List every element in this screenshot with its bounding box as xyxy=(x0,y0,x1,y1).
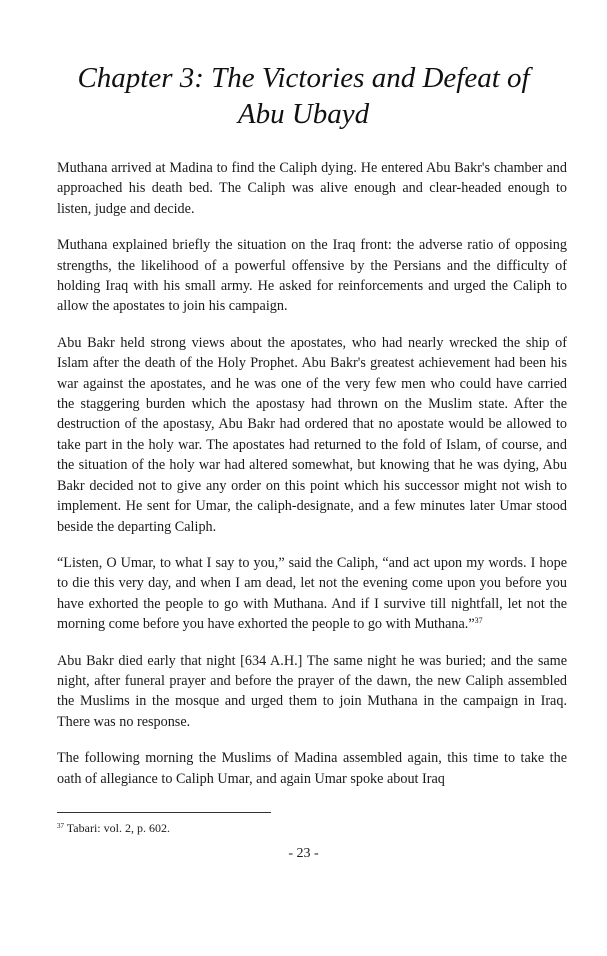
paragraph-following-morning: The following morning the Muslims of Madina assembled again, this time to take the oath of allegiance to Caliph Umar, and again Umar spoke about Iraq xyxy=(57,750,567,787)
quote-text: “Listen, O Umar, to what I say to you,” said the Caliph, “and act upon my words. I hope to die this very day, and when I am dead, let not the evening come upon you before you have exhorted the people to go with Muthana. And if I survive till nightfall, let not the morning come before you have exhorted the people to go with Muthana.” xyxy=(57,554,567,633)
chapter-title xyxy=(40,60,567,132)
paragraph-iraq-front: Muthana explained briefly the situation on the Iraq front: the adverse ratio of opposing strengths, the likelihood of a powerful offensive by the Persians and the difficulty of holding Iraq with his small army. He asked for reinforcements and urged the Caliph to allow the apostates to join his campaign. xyxy=(57,237,567,315)
footnote-number: 37 xyxy=(57,822,64,830)
footnote-reference[interactable]: 37 xyxy=(474,616,483,626)
footnote-divider xyxy=(57,812,271,813)
page-number: - 23 - xyxy=(288,846,319,861)
paragraph-abu-bakr-death: Abu Bakr died early that night [634 A.H.] The same night he was buried; and the same night, after funeral prayer and before the prayer of the dawn, the new Caliph assembled the Muslims in the mosque and urged them to join Muthana in the campaign in Iraq. There was no response. xyxy=(57,652,567,730)
chapter-title-line-1: Chapter 3: The Victories and Defeat of xyxy=(77,62,530,94)
body-text xyxy=(57,158,567,805)
footnote-text: Tabari: vol. 2, p. 602. xyxy=(66,821,170,835)
chapter-title-line-2: Abu Ubayd xyxy=(237,98,370,130)
footnote xyxy=(57,820,170,836)
paragraph-caliph-speech xyxy=(57,553,567,635)
paragraph-muthana-arrives: Muthana arrived at Madina to find the Caliph dying. He entered Abu Bakr's chamber and approached his death bed. The Caliph was alive enough and clear-headed enough to listen, judge and decide. xyxy=(57,160,567,217)
paragraph-apostates: Abu Bakr held strong views about the apostates, who had nearly wrecked the ship of Islam after the death of the Holy Prophet. Abu Bakr's greatest achievement had been his war against the apostates, and he was one of the very few men who could have carried the staggering burden which the apostasy had thrown on the Muslim state. After the destruction of the apostasy, Abu Bakr had ordered that no apostate would be allowed to take part in the holy war. The apostates had returned to the fold of Islam, of course, and the situation of the holy war had altered somewhat, but knowing that he was dying, Abu Bakr decided not to give any order on this point which his successor might not wish to implement. He sent for Umar, the caliph-designate, and a few minutes later Umar stood beside the departing Caliph. xyxy=(57,334,567,535)
